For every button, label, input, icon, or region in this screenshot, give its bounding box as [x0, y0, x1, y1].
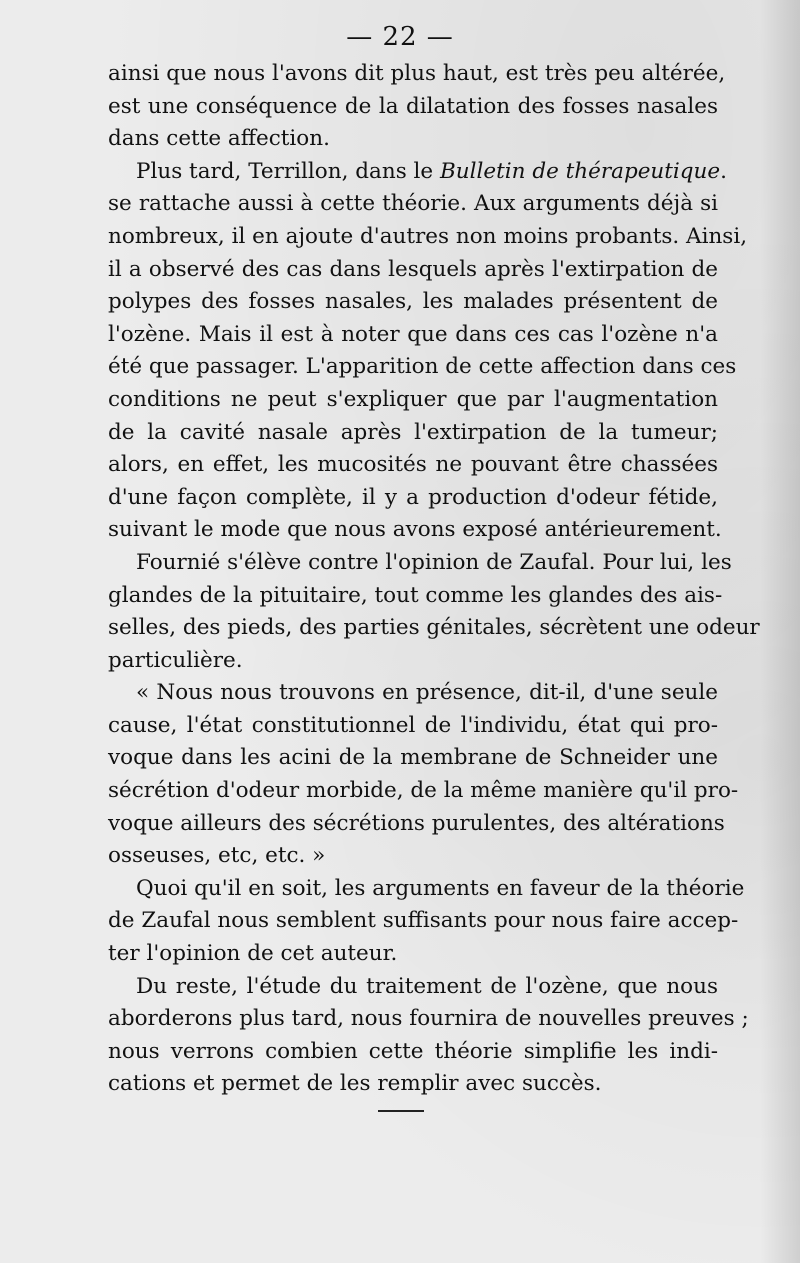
text-line: polypes des fosses nasales, les malades présentent de [108, 289, 718, 315]
page-number: — 22 — [346, 22, 454, 52]
text-line: de Zaufal nous semblent suffisants pour nous faire accep- [108, 908, 739, 934]
page-edge-shadow [760, 0, 800, 1263]
text-line: dans cette affection. [108, 126, 330, 152]
text-line: d'une façon complète, il y a production d'odeur fétide, [108, 484, 718, 510]
text-line [108, 156, 727, 189]
text-line: cations et permet de les remplir avec succès. [108, 1071, 602, 1097]
text-line: ainsi que nous l'avons dit plus haut, est très peu altérée, [108, 61, 726, 86]
text-line: suivant le mode que nous avons exposé antérieurement. [108, 517, 722, 543]
text-line: se rattache aussi à cette théorie. Aux arguments déjà si [108, 191, 718, 217]
text-line: voque dans les acini de la membrane de Schneider une [108, 745, 718, 771]
text-line: aborderons plus tard, nous fournira de nouvelles preuves ; [108, 1006, 749, 1032]
text-line: nombreux, il en ajoute d'autres non moins probants. Ainsi, [108, 223, 748, 249]
text-line: « Nous nous trouvons en présence, dit-il, d'une seule [136, 680, 718, 706]
text-line: conditions ne peut s'expliquer que par l'augmentation [108, 386, 718, 412]
paragraph-5 [108, 873, 745, 971]
text-line: Quoi qu'il en soit, les arguments en faveur de la théorie [136, 875, 745, 901]
paragraph-2 [108, 156, 748, 547]
body-text [108, 58, 760, 1101]
paragraph-1 [108, 58, 726, 156]
text-line: voque ailleurs des sécrétions purulentes, des altérations [108, 810, 725, 836]
text-line: cause, l'état constitutionnel de l'individu, état qui pro- [108, 712, 718, 738]
paragraph-3 [108, 547, 760, 677]
text-line: nous verrons combien cette théorie simplifie les indi- [108, 1038, 718, 1064]
text-line: il a observé des cas dans lesquels après l'extirpation de [108, 256, 718, 282]
text-line: Du reste, l'étude du traitement de l'ozène, que nous [136, 973, 718, 999]
text-line: l'ozène. Mais il est à noter que dans ces cas l'ozène n'a [108, 321, 718, 347]
paragraph-4-quote [108, 677, 739, 873]
text-line: selles, des pieds, des parties génitales, sécrètent une odeur [108, 615, 760, 641]
paragraph-6 [108, 971, 749, 1101]
text-line: ter l'opinion de cet auteur. [108, 941, 398, 967]
journal-title: Bulletin de thérapeutique [440, 158, 721, 184]
text-line: sécrétion d'odeur morbide, de la même manière qu'il pro- [108, 778, 739, 804]
text-line: glandes de la pituitaire, tout comme les glandes des ais- [108, 582, 723, 608]
text-line: Fournié s'élève contre l'opinion de Zaufal. Pour lui, les [136, 549, 732, 575]
line-text: Plus tard, Terrillon, dans le [136, 158, 440, 184]
end-rule [378, 1110, 424, 1112]
line-text: . [720, 158, 727, 184]
text-line: est une conséquence de la dilatation des fosses nasales [108, 93, 718, 119]
text-line: été que passager. L'apparition de cette affection dans ces [108, 354, 737, 380]
text-line: alors, en effet, les mucosités ne pouvant être chassées [108, 452, 718, 478]
text-line: particulière. [108, 647, 243, 673]
text-line: osseuses, etc, etc. » [108, 843, 326, 869]
text-line: de la cavité nasale après l'extirpation de la tumeur; [108, 419, 718, 445]
